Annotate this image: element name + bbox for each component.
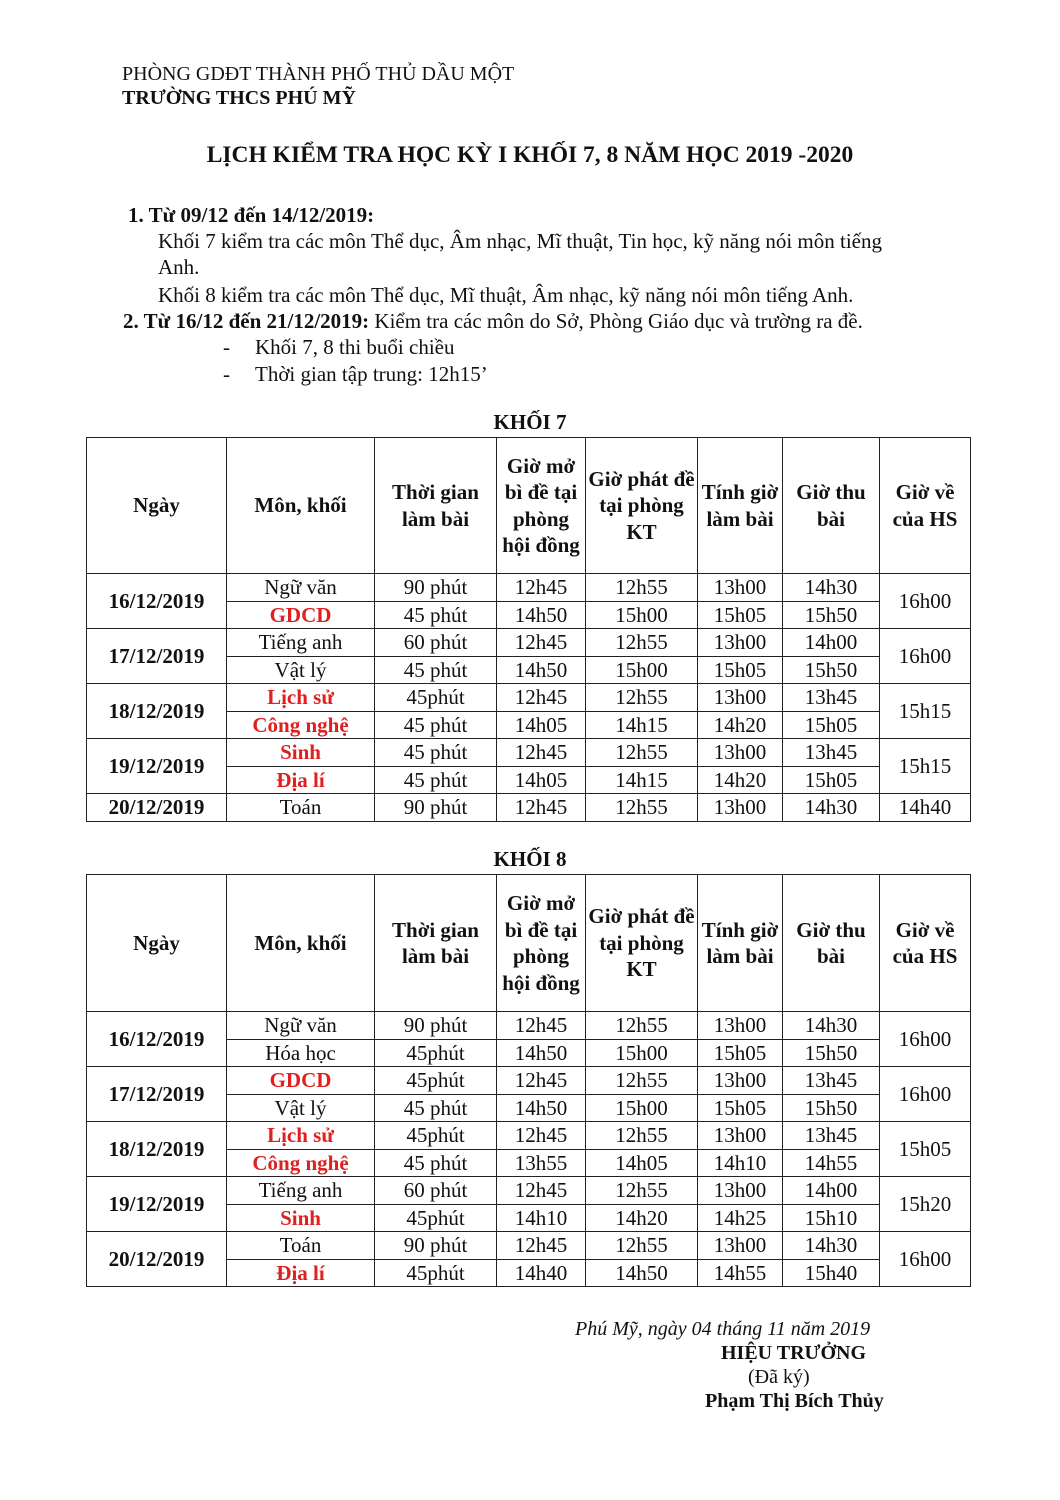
cell-date: 16/12/2019: [87, 574, 227, 629]
cell-duration: 90 phút: [375, 1012, 497, 1040]
bullet-2: [223, 362, 488, 387]
cell-subject: Sinh: [227, 1204, 375, 1232]
cell-start-time: 13h00: [698, 574, 783, 602]
header-duration: Thời gian làm bài: [375, 438, 497, 574]
table-row: [87, 1067, 971, 1095]
table-row: [87, 1012, 971, 1040]
cell-date: 17/12/2019: [87, 1067, 227, 1122]
header-subject: Môn, khối: [227, 875, 375, 1012]
cell-collect-time: 13h45: [783, 739, 880, 767]
cell-duration: 45phút: [375, 1204, 497, 1232]
khoi8-title: KHỐI 8: [493, 847, 567, 871]
item1-line3: Khối 8 kiểm tra các môn Thể dục, Mĩ thuật, Âm nhạc, kỹ năng nói môn tiếng Anh.: [158, 283, 854, 307]
cell-return-time: 16h00: [880, 1012, 971, 1067]
cell-start-time: 15h05: [698, 1039, 783, 1067]
header-open-time: Giờ mở bì đề tại phòng hội đồng: [497, 875, 586, 1012]
cell-subject: Vật lý: [227, 656, 375, 684]
table-row: [87, 739, 971, 767]
item1-line1: Khối 7 kiểm tra các môn Thể dục, Âm nhạc, Mĩ thuật, Tin học, kỹ năng nói môn tiếng: [158, 229, 883, 253]
cell-start-time: 13h00: [698, 1067, 783, 1095]
cell-return-time: 15h15: [880, 739, 971, 794]
cell-subject: Công nghệ: [227, 711, 375, 739]
cell-collect-time: 15h10: [783, 1204, 880, 1232]
cell-distribute-time: 12h55: [586, 1012, 698, 1040]
cell-distribute-time: 14h15: [586, 711, 698, 739]
cell-start-time: 15h05: [698, 656, 783, 684]
item2-text: Kiểm tra các môn do Sở, Phòng Giáo dục và trường ra đề.: [369, 309, 863, 333]
cell-collect-time: 15h50: [783, 1039, 880, 1067]
cell-collect-time: 14h30: [783, 574, 880, 602]
cell-distribute-time: 12h55: [586, 794, 698, 822]
cell-subject: Địa lí: [227, 1259, 375, 1287]
cell-open-time: 14h50: [497, 1039, 586, 1067]
signer-name: Phạm Thị Bích Thủy: [705, 1390, 884, 1412]
cell-subject: Tiếng anh: [227, 1177, 375, 1205]
cell-open-time: 12h45: [497, 1177, 586, 1205]
cell-collect-time: 14h30: [783, 1012, 880, 1040]
cell-subject: Ngữ văn: [227, 1012, 375, 1040]
cell-subject: Vật lý: [227, 1094, 375, 1122]
cell-distribute-time: 15h00: [586, 656, 698, 684]
cell-subject: Ngữ văn: [227, 574, 375, 602]
cell-date: 20/12/2019: [87, 794, 227, 822]
signer-role: HIỆU TRƯỞNG: [721, 1342, 867, 1364]
header-start-time: Tính giờ làm bài: [698, 438, 783, 574]
cell-open-time: 14h05: [497, 711, 586, 739]
cell-date: 17/12/2019: [87, 629, 227, 684]
bullet-2-text: Thời gian tập trung: 12h15’: [255, 362, 488, 386]
department-name: PHÒNG GDĐT THÀNH PHỐ THỦ DẦU MỘT: [122, 63, 515, 85]
header-subject: Môn, khối: [227, 438, 375, 574]
cell-date: 20/12/2019: [87, 1232, 227, 1287]
cell-start-time: 13h00: [698, 1122, 783, 1150]
cell-start-time: 14h20: [698, 711, 783, 739]
cell-date: 18/12/2019: [87, 1122, 227, 1177]
cell-start-time: 14h10: [698, 1149, 783, 1177]
cell-duration: 45phút: [375, 1122, 497, 1150]
header-open-time: Giờ mở bì đề tại phòng hội đồng: [497, 438, 586, 574]
cell-open-time: 13h55: [497, 1149, 586, 1177]
cell-open-time: 14h40: [497, 1259, 586, 1287]
cell-start-time: 15h05: [698, 1094, 783, 1122]
cell-return-time: 15h15: [880, 684, 971, 739]
item2-paragraph: [123, 309, 863, 334]
page-title: LỊCH KIỂM TRA HỌC KỲ I KHỐI 7, 8 NĂM HỌC 2019 -2020: [206, 142, 854, 168]
table-row: [87, 1232, 971, 1260]
cell-distribute-time: 12h55: [586, 739, 698, 767]
cell-collect-time: 15h05: [783, 711, 880, 739]
table-row: [87, 794, 971, 822]
cell-collect-time: 15h50: [783, 1094, 880, 1122]
header-duration: Thời gian làm bài: [375, 875, 497, 1012]
cell-duration: 45phút: [375, 684, 497, 712]
cell-collect-time: 14h55: [783, 1149, 880, 1177]
cell-duration: 90 phút: [375, 794, 497, 822]
bullet-1-text: Khối 7, 8 thi buổi chiều: [255, 335, 455, 359]
cell-return-time: 16h00: [880, 1232, 971, 1287]
cell-subject: Hóa học: [227, 1039, 375, 1067]
cell-duration: 45 phút: [375, 1149, 497, 1177]
cell-distribute-time: 12h55: [586, 574, 698, 602]
header-row: [87, 875, 971, 1012]
cell-distribute-time: 14h15: [586, 766, 698, 794]
header-date: Ngày: [87, 875, 227, 1012]
cell-subject: GDCD: [227, 1067, 375, 1095]
cell-collect-time: 13h45: [783, 1067, 880, 1095]
cell-subject: Toán: [227, 1232, 375, 1260]
cell-collect-time: 15h50: [783, 601, 880, 629]
cell-date: 18/12/2019: [87, 684, 227, 739]
cell-duration: 45phút: [375, 1259, 497, 1287]
cell-subject: Lịch sử: [227, 684, 375, 712]
cell-subject: Sinh: [227, 739, 375, 767]
cell-start-time: 14h25: [698, 1204, 783, 1232]
cell-open-time: 12h45: [497, 1232, 586, 1260]
cell-duration: 45phút: [375, 1067, 497, 1095]
cell-open-time: 12h45: [497, 1122, 586, 1150]
cell-duration: 45 phút: [375, 601, 497, 629]
table-row: [87, 1122, 971, 1150]
khoi7-title: KHỐI 7: [493, 410, 567, 434]
cell-date: 19/12/2019: [87, 739, 227, 794]
header-distribute-time: Giờ phát đề tại phòng KT: [586, 438, 698, 574]
cell-duration: 60 phút: [375, 1177, 497, 1205]
cell-duration: 60 phút: [375, 629, 497, 657]
cell-start-time: 14h55: [698, 1259, 783, 1287]
cell-duration: 90 phút: [375, 574, 497, 602]
table-row: [87, 1177, 971, 1205]
cell-open-time: 12h45: [497, 1012, 586, 1040]
cell-open-time: 12h45: [497, 794, 586, 822]
cell-open-time: 12h45: [497, 739, 586, 767]
cell-subject: Toán: [227, 794, 375, 822]
cell-start-time: 13h00: [698, 629, 783, 657]
header-collect-time: Giờ thu bài: [783, 438, 880, 574]
cell-collect-time: 14h30: [783, 794, 880, 822]
place-date: Phú Mỹ, ngày 04 tháng 11 năm 2019: [575, 1318, 871, 1340]
table-row: [87, 574, 971, 602]
cell-duration: 45phút: [375, 1039, 497, 1067]
khoi8-table: [86, 874, 971, 1287]
bullet-dash: -: [223, 335, 230, 359]
cell-open-time: 14h50: [497, 656, 586, 684]
header-return-time: Giờ về của HS: [880, 875, 971, 1012]
cell-collect-time: 15h05: [783, 766, 880, 794]
cell-start-time: 13h00: [698, 739, 783, 767]
cell-distribute-time: 15h00: [586, 601, 698, 629]
cell-open-time: 12h45: [497, 574, 586, 602]
cell-return-time: 15h05: [880, 1122, 971, 1177]
cell-distribute-time: 12h55: [586, 684, 698, 712]
header-start-time: Tính giờ làm bài: [698, 875, 783, 1012]
header-collect-time: Giờ thu bài: [783, 875, 880, 1012]
cell-duration: 45 phút: [375, 656, 497, 684]
header-return-time: Giờ về của HS: [880, 438, 971, 574]
cell-collect-time: 13h45: [783, 1122, 880, 1150]
cell-duration: 90 phút: [375, 1232, 497, 1260]
cell-subject: Lịch sử: [227, 1122, 375, 1150]
cell-start-time: 15h05: [698, 601, 783, 629]
cell-open-time: 14h05: [497, 766, 586, 794]
cell-start-time: 13h00: [698, 1012, 783, 1040]
cell-open-time: 14h50: [497, 601, 586, 629]
cell-open-time: 14h50: [497, 1094, 586, 1122]
cell-distribute-time: 12h55: [586, 1177, 698, 1205]
cell-subject: Địa lí: [227, 766, 375, 794]
bullet-dash: -: [223, 362, 230, 386]
item1-line2: Anh.: [158, 255, 200, 279]
cell-subject: Tiếng anh: [227, 629, 375, 657]
cell-duration: 45 phút: [375, 739, 497, 767]
school-name: TRƯỜNG THCS PHÚ MỸ: [122, 87, 356, 109]
cell-open-time: 12h45: [497, 684, 586, 712]
cell-open-time: 12h45: [497, 629, 586, 657]
cell-return-time: 15h20: [880, 1177, 971, 1232]
cell-distribute-time: 12h55: [586, 1122, 698, 1150]
header-distribute-time: Giờ phát đề tại phòng KT: [586, 875, 698, 1012]
cell-distribute-time: 14h20: [586, 1204, 698, 1232]
cell-collect-time: 14h30: [783, 1232, 880, 1260]
cell-subject: GDCD: [227, 601, 375, 629]
cell-start-time: 14h20: [698, 766, 783, 794]
cell-collect-time: 14h00: [783, 629, 880, 657]
cell-distribute-time: 12h55: [586, 1067, 698, 1095]
item1-heading: 1. Từ 09/12 đến 14/12/2019:: [128, 203, 375, 227]
table-row: [87, 684, 971, 712]
cell-date: 19/12/2019: [87, 1177, 227, 1232]
cell-distribute-time: 14h50: [586, 1259, 698, 1287]
cell-collect-time: 15h40: [783, 1259, 880, 1287]
cell-collect-time: 13h45: [783, 684, 880, 712]
table-row: [87, 629, 971, 657]
cell-distribute-time: 14h05: [586, 1149, 698, 1177]
cell-distribute-time: 12h55: [586, 629, 698, 657]
cell-duration: 45 phút: [375, 1094, 497, 1122]
cell-return-time: 14h40: [880, 794, 971, 822]
cell-open-time: 12h45: [497, 1067, 586, 1095]
cell-collect-time: 14h00: [783, 1177, 880, 1205]
header-date: Ngày: [87, 438, 227, 574]
cell-distribute-time: 15h00: [586, 1039, 698, 1067]
cell-start-time: 13h00: [698, 684, 783, 712]
cell-open-time: 14h10: [497, 1204, 586, 1232]
cell-return-time: 16h00: [880, 629, 971, 684]
cell-distribute-time: 15h00: [586, 1094, 698, 1122]
khoi7-table: [86, 437, 971, 822]
cell-start-time: 13h00: [698, 794, 783, 822]
cell-start-time: 13h00: [698, 1232, 783, 1260]
cell-date: 16/12/2019: [87, 1012, 227, 1067]
item2-heading: 2. Từ 16/12 đến 21/12/2019:: [123, 309, 370, 333]
cell-start-time: 13h00: [698, 1177, 783, 1205]
cell-duration: 45 phút: [375, 711, 497, 739]
cell-subject: Công nghệ: [227, 1149, 375, 1177]
cell-return-time: 16h00: [880, 1067, 971, 1122]
signed-note: (Đã ký): [748, 1366, 810, 1388]
bullet-1: [223, 335, 454, 360]
cell-duration: 45 phút: [375, 766, 497, 794]
header-row: [87, 438, 971, 574]
cell-return-time: 16h00: [880, 574, 971, 629]
cell-distribute-time: 12h55: [586, 1232, 698, 1260]
cell-collect-time: 15h50: [783, 656, 880, 684]
